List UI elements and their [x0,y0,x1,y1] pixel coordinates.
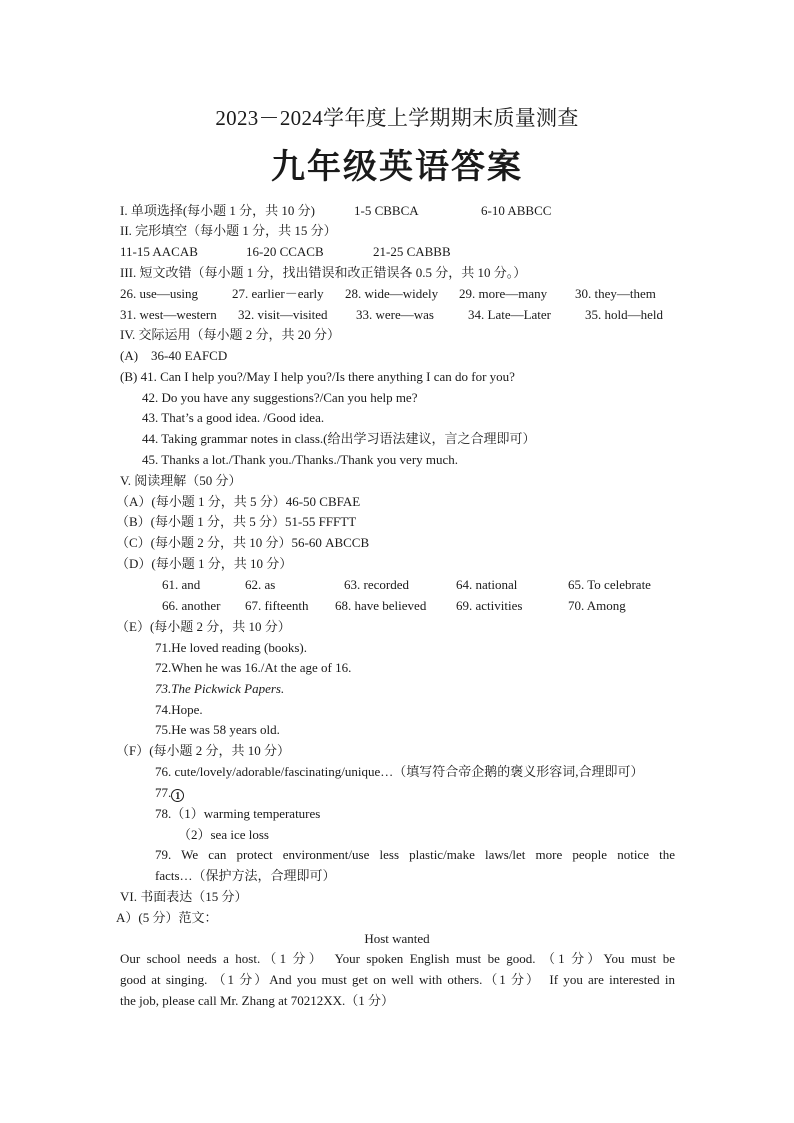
correction-item: 34. Late—Later [468,307,552,322]
circled-number-one: 1 [171,789,184,802]
answer-42: 42. Do you have any suggestions?/Can you help me? [142,390,418,405]
answer-76: 76. cute/lovely/adorable/fascinating/unique…（填写符合帝企鹅的褒义形容词,合理即可） [155,764,644,779]
correction-item: 32. visit—visited [238,307,328,322]
correction-item: 30. they—them [575,286,656,301]
answer-72: 72.When he was 16./At the age of 16. [155,660,352,675]
section-2-answers-c: 21-25 CABBB [373,244,451,259]
essay-line-2: good at singing. （1 分）And you must get on well with others.（1 分） If you are interested in [120,972,675,987]
essay-title: Host wanted [364,931,430,946]
section-4-heading: IV. 交际运用（每小题 2 分，共 20 分） [120,327,341,342]
section-2-answers-a: 11-15 AACAB [120,244,198,259]
answer-78-part-2: （2）sea ice loss [178,827,269,842]
cloze-answer: 70. Among [568,598,626,613]
cloze-answer: 63. recorded [344,577,409,592]
section-2-answers-b: 16-20 CCACB [246,244,324,259]
exam-title: 2023－2024学年度上学期期末质量测查 [215,106,579,130]
section-5e-heading: （E）(每小题 2 分，共 10 分） [116,619,291,634]
answer-79-line-1: 79. We can protect environment/use less plastic/make laws/let more people notice the [155,847,675,862]
answer-79-line-2: facts…（保护方法，合理即可） [155,868,336,883]
section-2-heading: II. 完形填空（每小题 1 分，共 15 分） [120,223,337,238]
answer-75: 75.He was 58 years old. [155,722,280,737]
section-4a-answers: (A) 36-40 EAFCD [120,348,228,363]
answer-73: 73.The Pickwick Papers. [155,681,285,696]
answer-41: (B) 41. Can I help you?/May I help you?/Is there anything I can do for you? [120,369,515,384]
answer-key-heading: 九年级英语答案 [271,149,523,186]
section-5b-answers: （B）(每小题 1 分，共 5 分）51-55 FFFTT [116,514,357,529]
section-5a-answers: （A）(每小题 1 分，共 5 分）46-50 CBFAE [116,494,361,509]
correction-item: 27. earlier－early [232,286,324,301]
answer-71: 71.He loved reading (books). [155,640,307,655]
correction-item: 26. use—using [120,286,198,301]
cloze-answer: 64. national [456,577,518,592]
cloze-answer: 62. as [245,577,276,592]
section-6a-heading: A）(5 分）范文： [116,910,218,925]
cloze-answer: 66. another [162,598,221,613]
correction-item: 28. wide—widely [345,286,439,301]
cloze-answer: 61. and [162,577,201,592]
cloze-answer: 67. fifteenth [245,598,309,613]
answer-77 [155,785,184,802]
section-6-heading: VI. 书面表达（15 分） [120,889,248,904]
section-3-heading: III. 短文改错（每小题 1 分，找出错误和改正错误各 0.5 分，共 10 分。） [120,265,527,280]
answer-45: 45. Thanks a lot./Thank you./Thanks./Thank you very much. [142,452,459,467]
section-5f-heading: （F）(每小题 2 分，共 10 分） [116,743,291,758]
answer-43: 43. That’s a good idea. /Good idea. [142,410,325,425]
answer-74: 74.Hope. [155,702,203,717]
answer-44: 44. Taking grammar notes in class.(给出学习语法建议，言之合理即可） [142,431,536,446]
section-1-answers-b: 6-10 ABBCC [481,203,552,218]
section-5d-heading: （D）(每小题 1 分，共 10 分） [116,556,293,571]
correction-item: 29. more—many [459,286,548,301]
section-1-answers-a: 1-5 CBBCA [354,203,419,218]
section-1-heading: I. 单项选择(每小题 1 分，共 10 分) [120,203,315,218]
correction-item: 35. hold—held [585,307,663,322]
answer-78-part-1: 78.（1）warming temperatures [155,806,321,821]
correction-item: 31. west—western [120,307,217,322]
cloze-answer: 69. activities [456,598,523,613]
cloze-answer: 68. have believed [335,598,427,613]
essay-line-3: the job, please call Mr. Zhang at 70212XX.（1 分） [120,993,395,1008]
cloze-answer: 65. To celebrate [568,577,651,592]
answer-77-label: 77. [155,785,172,800]
section-5-heading: V. 阅读理解（50 分） [120,473,242,488]
correction-item: 33. were—was [356,307,434,322]
essay-line-1: Our school needs a host.（1 分） Your spoken English must be good. （1 分）You must be [120,951,675,966]
section-5c-answers: （C）(每小题 2 分，共 10 分）56-60 ABCCB [116,535,370,550]
